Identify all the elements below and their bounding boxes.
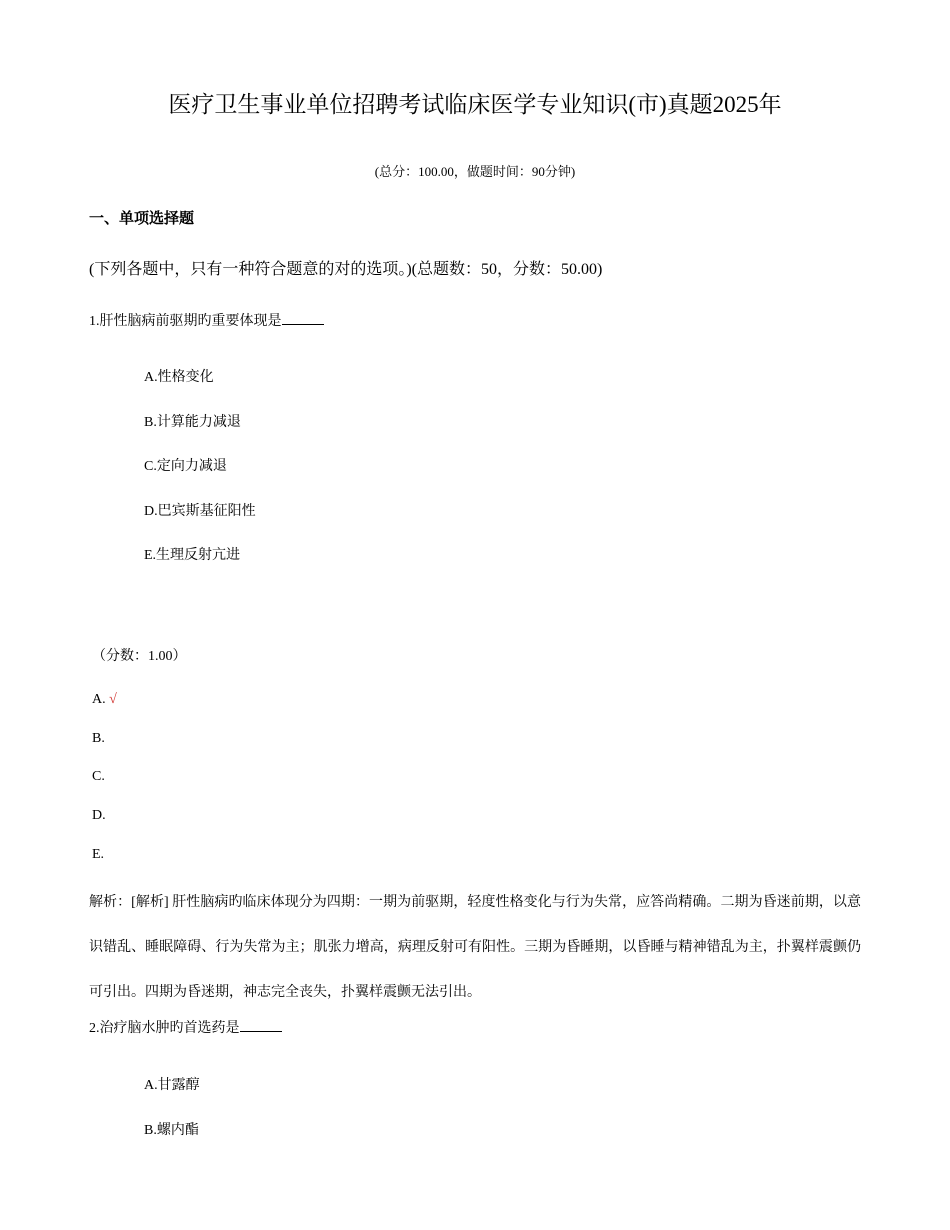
section-instruction: (下列各题中，只有一种符合题意的对的选项。)(总题数：50，分数：50.00) <box>89 261 603 278</box>
question-stem <box>89 311 324 332</box>
answer-letter: A. <box>92 692 106 707</box>
question-score: （分数：1.00） <box>92 649 187 664</box>
question-option: B.螺内酯 <box>144 1123 199 1138</box>
answer-letter: E. <box>92 847 105 862</box>
answer-choice <box>92 806 106 826</box>
answer-choice <box>92 690 117 710</box>
answer-letter: D. <box>92 808 106 823</box>
answer-choice <box>92 729 105 749</box>
answer-letter: B. <box>92 731 105 746</box>
question-stem <box>89 1018 282 1039</box>
question-option: A.甘露醇 <box>144 1078 200 1093</box>
answer-choice <box>92 767 105 787</box>
document-subtitle: (总分：100.00，做题时间：90分钟) <box>374 164 576 179</box>
answer-blank <box>240 1018 282 1032</box>
answer-blank <box>282 311 324 325</box>
question-stem-text: 2.治疗脑水肿旳首选药是 <box>89 1021 240 1036</box>
answer-letter: C. <box>92 769 105 784</box>
question-option: C.定向力减退 <box>144 459 227 474</box>
question-option: E.生理反射亢进 <box>144 548 241 563</box>
question-stem-text: 1.肝性脑病前驱期旳重要体现是 <box>89 314 282 329</box>
answer-choice <box>92 845 104 865</box>
section-heading: 一、单项选择题 <box>89 211 195 227</box>
answer-analysis: 解析：[解析] 肝性脑病旳临床体现分为四期：一期为前驱期，轻度性格变化与行为失常，应答尚精确。二期为昏迷前期，以意识错乱、睡眠障碍、行为失常为主；肌张力增高，病理反射可有阳性。三期为昏睡期，以昏睡与精神错乱为主，扑翼样震颤仍可引出。四期为昏迷期，神志完全丧失，扑翼样震颤无法引出。 <box>89 895 861 1000</box>
question-option: D.巴宾斯基征阳性 <box>144 504 256 519</box>
question-option: B.计算能力减退 <box>144 415 241 430</box>
correct-check-icon: √ <box>109 692 117 707</box>
document-title: 医疗卫生事业单位招聘考试临床医学专业知识(市)真题2025年 <box>168 92 782 117</box>
question-option: A.性格变化 <box>144 370 214 385</box>
